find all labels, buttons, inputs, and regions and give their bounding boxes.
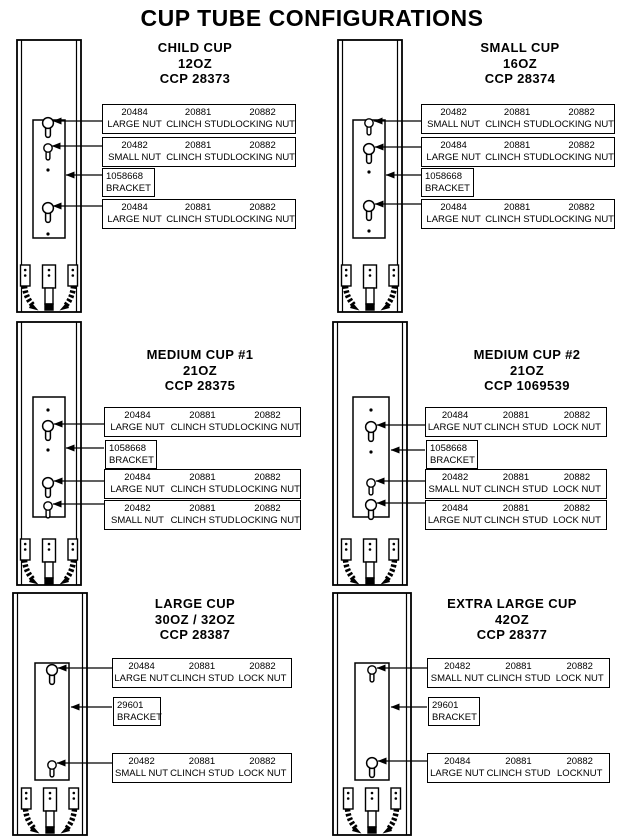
part-number: 20881 [189, 410, 216, 421]
part-entry [422, 200, 485, 228]
panel-title [95, 40, 295, 87]
part-number: 20882 [566, 661, 593, 672]
part-name: LOCKNUT [557, 768, 603, 779]
part-entry [103, 138, 166, 166]
large-stud-icon [47, 665, 58, 685]
cup-ccp: CCP 28375 [164, 378, 236, 393]
parts-box [102, 199, 296, 229]
cup-ccp: CCP 28373 [159, 71, 231, 86]
parts-box [427, 658, 610, 688]
part-number: 1058668 [109, 443, 146, 454]
leader-arrows [53, 424, 104, 504]
panel-medium-cup-2 [312, 320, 624, 586]
cup-name: MEDIUM CUP #2 [473, 347, 581, 362]
feet-bracket-icon [21, 265, 78, 311]
part-name: LOCK NUT [238, 768, 287, 779]
part-entry [113, 659, 170, 687]
part-name: LARGE NUT [426, 214, 481, 225]
cup-ccp: CCP 28387 [159, 627, 231, 642]
bracket-box [426, 440, 478, 469]
part-name: LARGE NUT [110, 422, 165, 433]
part-entry [426, 470, 484, 498]
part-number: 20882 [254, 472, 281, 483]
parts-box [104, 469, 301, 499]
part-entry [170, 659, 234, 687]
parts-box [425, 407, 607, 437]
feet-bracket-icon [342, 539, 399, 585]
part-number: 20881 [505, 661, 532, 672]
part-entry [103, 105, 166, 133]
panel-small-cup [312, 35, 624, 320]
part-name: LOCKING NUT [230, 152, 295, 163]
part-number: 20484 [124, 410, 151, 421]
part-number: 1058668 [425, 171, 462, 182]
part-number: 20882 [249, 756, 276, 767]
feet-bracket-icon [342, 265, 399, 311]
bracket-box [105, 440, 157, 469]
part-entry [235, 408, 300, 436]
panel-title [422, 347, 624, 394]
part-entry [422, 105, 485, 133]
part-number: 20484 [124, 472, 151, 483]
part-name: SMALL NUT [427, 119, 481, 130]
part-number: 1058668 [430, 443, 467, 454]
part-number: 20881 [502, 410, 530, 421]
part-name: CLINCH STUD [484, 422, 548, 433]
part-name: LARGE NUT [110, 484, 165, 495]
part-entry [485, 105, 549, 133]
part-name: LOCK NUT [552, 422, 601, 433]
large-stud-icon [43, 118, 54, 138]
panel-large-cup [0, 582, 312, 840]
cup-name: MEDIUM CUP #1 [146, 347, 254, 362]
mount-dot [46, 168, 49, 171]
part-entry [487, 754, 551, 782]
feet-bracket-icon [21, 539, 78, 585]
part-entry [426, 408, 484, 436]
part-name: LOCKING NUT [235, 515, 300, 526]
parts-box [102, 104, 296, 134]
panel-child-cup [0, 35, 312, 320]
mount-dot [367, 229, 370, 232]
part-name: CLINCH STUD [170, 515, 235, 526]
page-title: CUP TUBE CONFIGURATIONS [140, 5, 484, 31]
part-name: LARGE NUT [426, 152, 481, 163]
part-name: LOCK NUT [552, 484, 601, 495]
part-number: 29601 [432, 700, 459, 711]
mount-dot [46, 232, 49, 235]
large-stud-icon [43, 421, 54, 441]
part-entry [484, 470, 548, 498]
part-number: 20881 [503, 107, 531, 118]
parts-box [112, 658, 292, 688]
part-entry [549, 105, 614, 133]
part-entry [422, 138, 485, 166]
part-entry [235, 470, 300, 498]
bracket-box [113, 697, 161, 726]
cup-size: 30OZ / 32OZ [154, 611, 236, 627]
leader-arrows [376, 425, 425, 503]
part-number: 20881 [502, 472, 530, 483]
parts-box [425, 469, 607, 499]
part-entry [230, 105, 295, 133]
part-name: LOCKING NUT [235, 484, 300, 495]
part-entry [549, 138, 614, 166]
part-name: CLINCH STUD [484, 484, 548, 495]
parts-box [421, 199, 615, 229]
part-number: 20482 [440, 107, 467, 118]
part-name: LOCKING NUT [235, 422, 300, 433]
part-entry [234, 659, 291, 687]
part-name: LARGE NUT [107, 119, 162, 130]
part-entry [170, 501, 235, 529]
part-number: 20882 [568, 107, 595, 118]
part-name: CLINCH STUD [166, 119, 231, 130]
part-number: 20482 [128, 756, 155, 767]
panel-title [95, 347, 305, 394]
part-name: CLINCH STUD [170, 673, 234, 684]
part-entry [484, 501, 548, 529]
part-number: 20882 [249, 107, 276, 118]
cup-size: 16OZ [502, 55, 538, 71]
part-entry [484, 408, 548, 436]
part-number: 20882 [254, 503, 281, 514]
part-entry [103, 200, 166, 228]
part-entry [230, 138, 295, 166]
large-stud-icon [367, 758, 378, 778]
part-name: LARGE NUT [107, 214, 162, 225]
part-name: LOCK NUT [555, 673, 604, 684]
part-entry [548, 501, 606, 529]
part-name: LOCKING NUT [230, 119, 295, 130]
part-name: CLINCH STUD [485, 119, 550, 130]
panel-title [95, 596, 295, 643]
part-name: SMALL NUT [111, 515, 164, 526]
bracket-box [102, 168, 155, 197]
part-entry [485, 200, 549, 228]
large-stud-icon [43, 203, 54, 223]
part-name: LOCKING NUT [549, 214, 614, 225]
part-name: LARGE NUT [427, 422, 483, 433]
part-name: CLINCH STUD [484, 515, 548, 526]
part-name: CLINCH STUD [486, 768, 551, 779]
large-stud-icon [43, 478, 54, 498]
parts-box [427, 753, 610, 783]
part-name: CLINCH STUD [166, 214, 231, 225]
part-name: BRACKET [425, 183, 470, 194]
part-name: LARGE NUT [427, 515, 483, 526]
part-name: SMALL NUT [108, 152, 162, 163]
cup-size: 42OZ [494, 611, 530, 627]
part-number: 20881 [189, 472, 216, 483]
part-name: SMALL NUT [430, 673, 484, 684]
part-entry [487, 659, 551, 687]
part-name: LOCKING NUT [230, 214, 295, 225]
parts-box [104, 500, 301, 530]
part-number: 20882 [249, 202, 276, 213]
part-name: SMALL NUT [115, 768, 169, 779]
parts-box [104, 407, 301, 437]
part-number: 29601 [117, 700, 144, 711]
part-entry [428, 659, 487, 687]
part-name: CLINCH STUD [170, 422, 235, 433]
part-name: BRACKET [430, 455, 475, 466]
panel-title [397, 596, 624, 643]
part-number: 20881 [184, 107, 212, 118]
part-entry [548, 470, 606, 498]
parts-box [425, 500, 607, 530]
part-entry [166, 138, 230, 166]
panel-extra-large-cup [312, 582, 624, 840]
part-name: CLINCH STUD [485, 214, 550, 225]
part-number: 20484 [441, 410, 469, 421]
part-number: 20881 [189, 503, 216, 514]
part-name: CLINCH STUD [170, 484, 235, 495]
part-number: 20882 [254, 410, 281, 421]
part-entry [105, 470, 170, 498]
cup-size: 21OZ [509, 362, 545, 378]
cup-name: CHILD CUP [157, 40, 233, 55]
part-name: CLINCH STUD [485, 152, 550, 163]
part-entry [113, 754, 170, 782]
part-number: 20882 [249, 140, 276, 151]
part-number: 20882 [563, 503, 591, 514]
small-stud-icon [365, 119, 373, 135]
part-number: 20882 [568, 202, 595, 213]
large-stud-icon [364, 201, 375, 221]
part-entry [230, 200, 295, 228]
mounting-panel [33, 397, 65, 517]
part-number: 20881 [184, 202, 212, 213]
mount-dot [367, 170, 370, 173]
part-number: 20482 [444, 661, 471, 672]
part-number: 20881 [503, 202, 531, 213]
part-name: CLINCH STUD [166, 152, 231, 163]
mount-dot [369, 408, 372, 411]
part-name: BRACKET [117, 712, 162, 723]
parts-box [102, 137, 296, 167]
cup-name: LARGE CUP [154, 596, 236, 611]
mount-dot [46, 408, 49, 411]
mount-dot [46, 448, 49, 451]
bracket-box [421, 168, 474, 197]
parts-box [421, 137, 615, 167]
part-number: 20484 [440, 202, 467, 213]
cup-ccp: CCP 1069539 [484, 378, 570, 393]
part-name: LARGE NUT [114, 673, 169, 684]
part-number: 20482 [124, 503, 151, 514]
part-number: 20484 [121, 202, 148, 213]
part-entry [549, 200, 614, 228]
part-number: 20482 [441, 472, 469, 483]
cup-name: SMALL CUP [480, 40, 560, 55]
small-stud-icon [367, 479, 375, 495]
part-name: LOCK NUT [552, 515, 601, 526]
part-entry [170, 754, 234, 782]
feet-bracket-icon [22, 788, 79, 834]
leader-arrows [57, 668, 112, 763]
part-entry [426, 501, 484, 529]
part-number: 20882 [568, 140, 595, 151]
part-name: CLINCH STUD [170, 768, 234, 779]
part-number: 20882 [249, 661, 276, 672]
parts-box [421, 104, 615, 134]
part-number: 20484 [444, 756, 471, 767]
part-entry [485, 138, 549, 166]
small-stud-icon [48, 761, 56, 777]
part-name: BRACKET [106, 183, 151, 194]
part-entry [170, 408, 235, 436]
part-number: 20484 [440, 140, 467, 151]
small-stud-icon [44, 144, 52, 160]
part-entry [548, 408, 606, 436]
parts-box [112, 753, 292, 783]
part-entry [166, 200, 230, 228]
part-entry [105, 501, 170, 529]
part-number: 20484 [441, 503, 469, 514]
cup-size: 21OZ [182, 362, 218, 378]
small-stud-icon [368, 666, 376, 682]
panel-medium-cup-1 [0, 320, 312, 586]
part-entry [428, 754, 487, 782]
mount-dot [369, 450, 372, 453]
part-number: 1058668 [106, 171, 143, 182]
part-entry [170, 470, 235, 498]
bracket-box [428, 697, 480, 726]
cup-size: 12OZ [177, 55, 213, 71]
cup-name: EXTRA LARGE CUP [447, 596, 577, 611]
part-name: LOCK NUT [238, 673, 287, 684]
cup-ccp: CCP 28374 [484, 71, 556, 86]
part-entry [235, 501, 300, 529]
part-number: 20882 [566, 756, 593, 767]
small-stud-icon [44, 502, 52, 518]
part-number: 20484 [128, 661, 155, 672]
part-name: LARGE NUT [430, 768, 485, 779]
part-number: 20882 [563, 472, 591, 483]
part-name: CLINCH STUD [486, 673, 551, 684]
part-number: 20881 [505, 756, 532, 767]
part-entry [166, 105, 230, 133]
part-entry [550, 659, 609, 687]
part-name: LOCKING NUT [549, 119, 614, 130]
feet-bracket-icon [344, 788, 401, 834]
large-stud-icon [366, 422, 377, 442]
part-number: 20484 [121, 107, 148, 118]
part-number: 20881 [503, 140, 531, 151]
part-number: 20881 [184, 140, 212, 151]
part-number: 20882 [563, 410, 591, 421]
part-entry [550, 754, 609, 782]
part-entry [234, 754, 291, 782]
part-name: BRACKET [432, 712, 477, 723]
part-entry [105, 408, 170, 436]
cup-ccp: CCP 28377 [476, 627, 548, 642]
part-number: 20881 [502, 503, 530, 514]
large-stud-icon [364, 144, 375, 164]
part-number: 20881 [188, 661, 216, 672]
part-number: 20881 [188, 756, 216, 767]
panel-title [420, 40, 620, 87]
part-name: SMALL NUT [428, 484, 482, 495]
part-number: 20482 [121, 140, 148, 151]
part-name: BRACKET [109, 455, 154, 466]
part-name: LOCKING NUT [549, 152, 614, 163]
leader-arrows [377, 668, 427, 761]
